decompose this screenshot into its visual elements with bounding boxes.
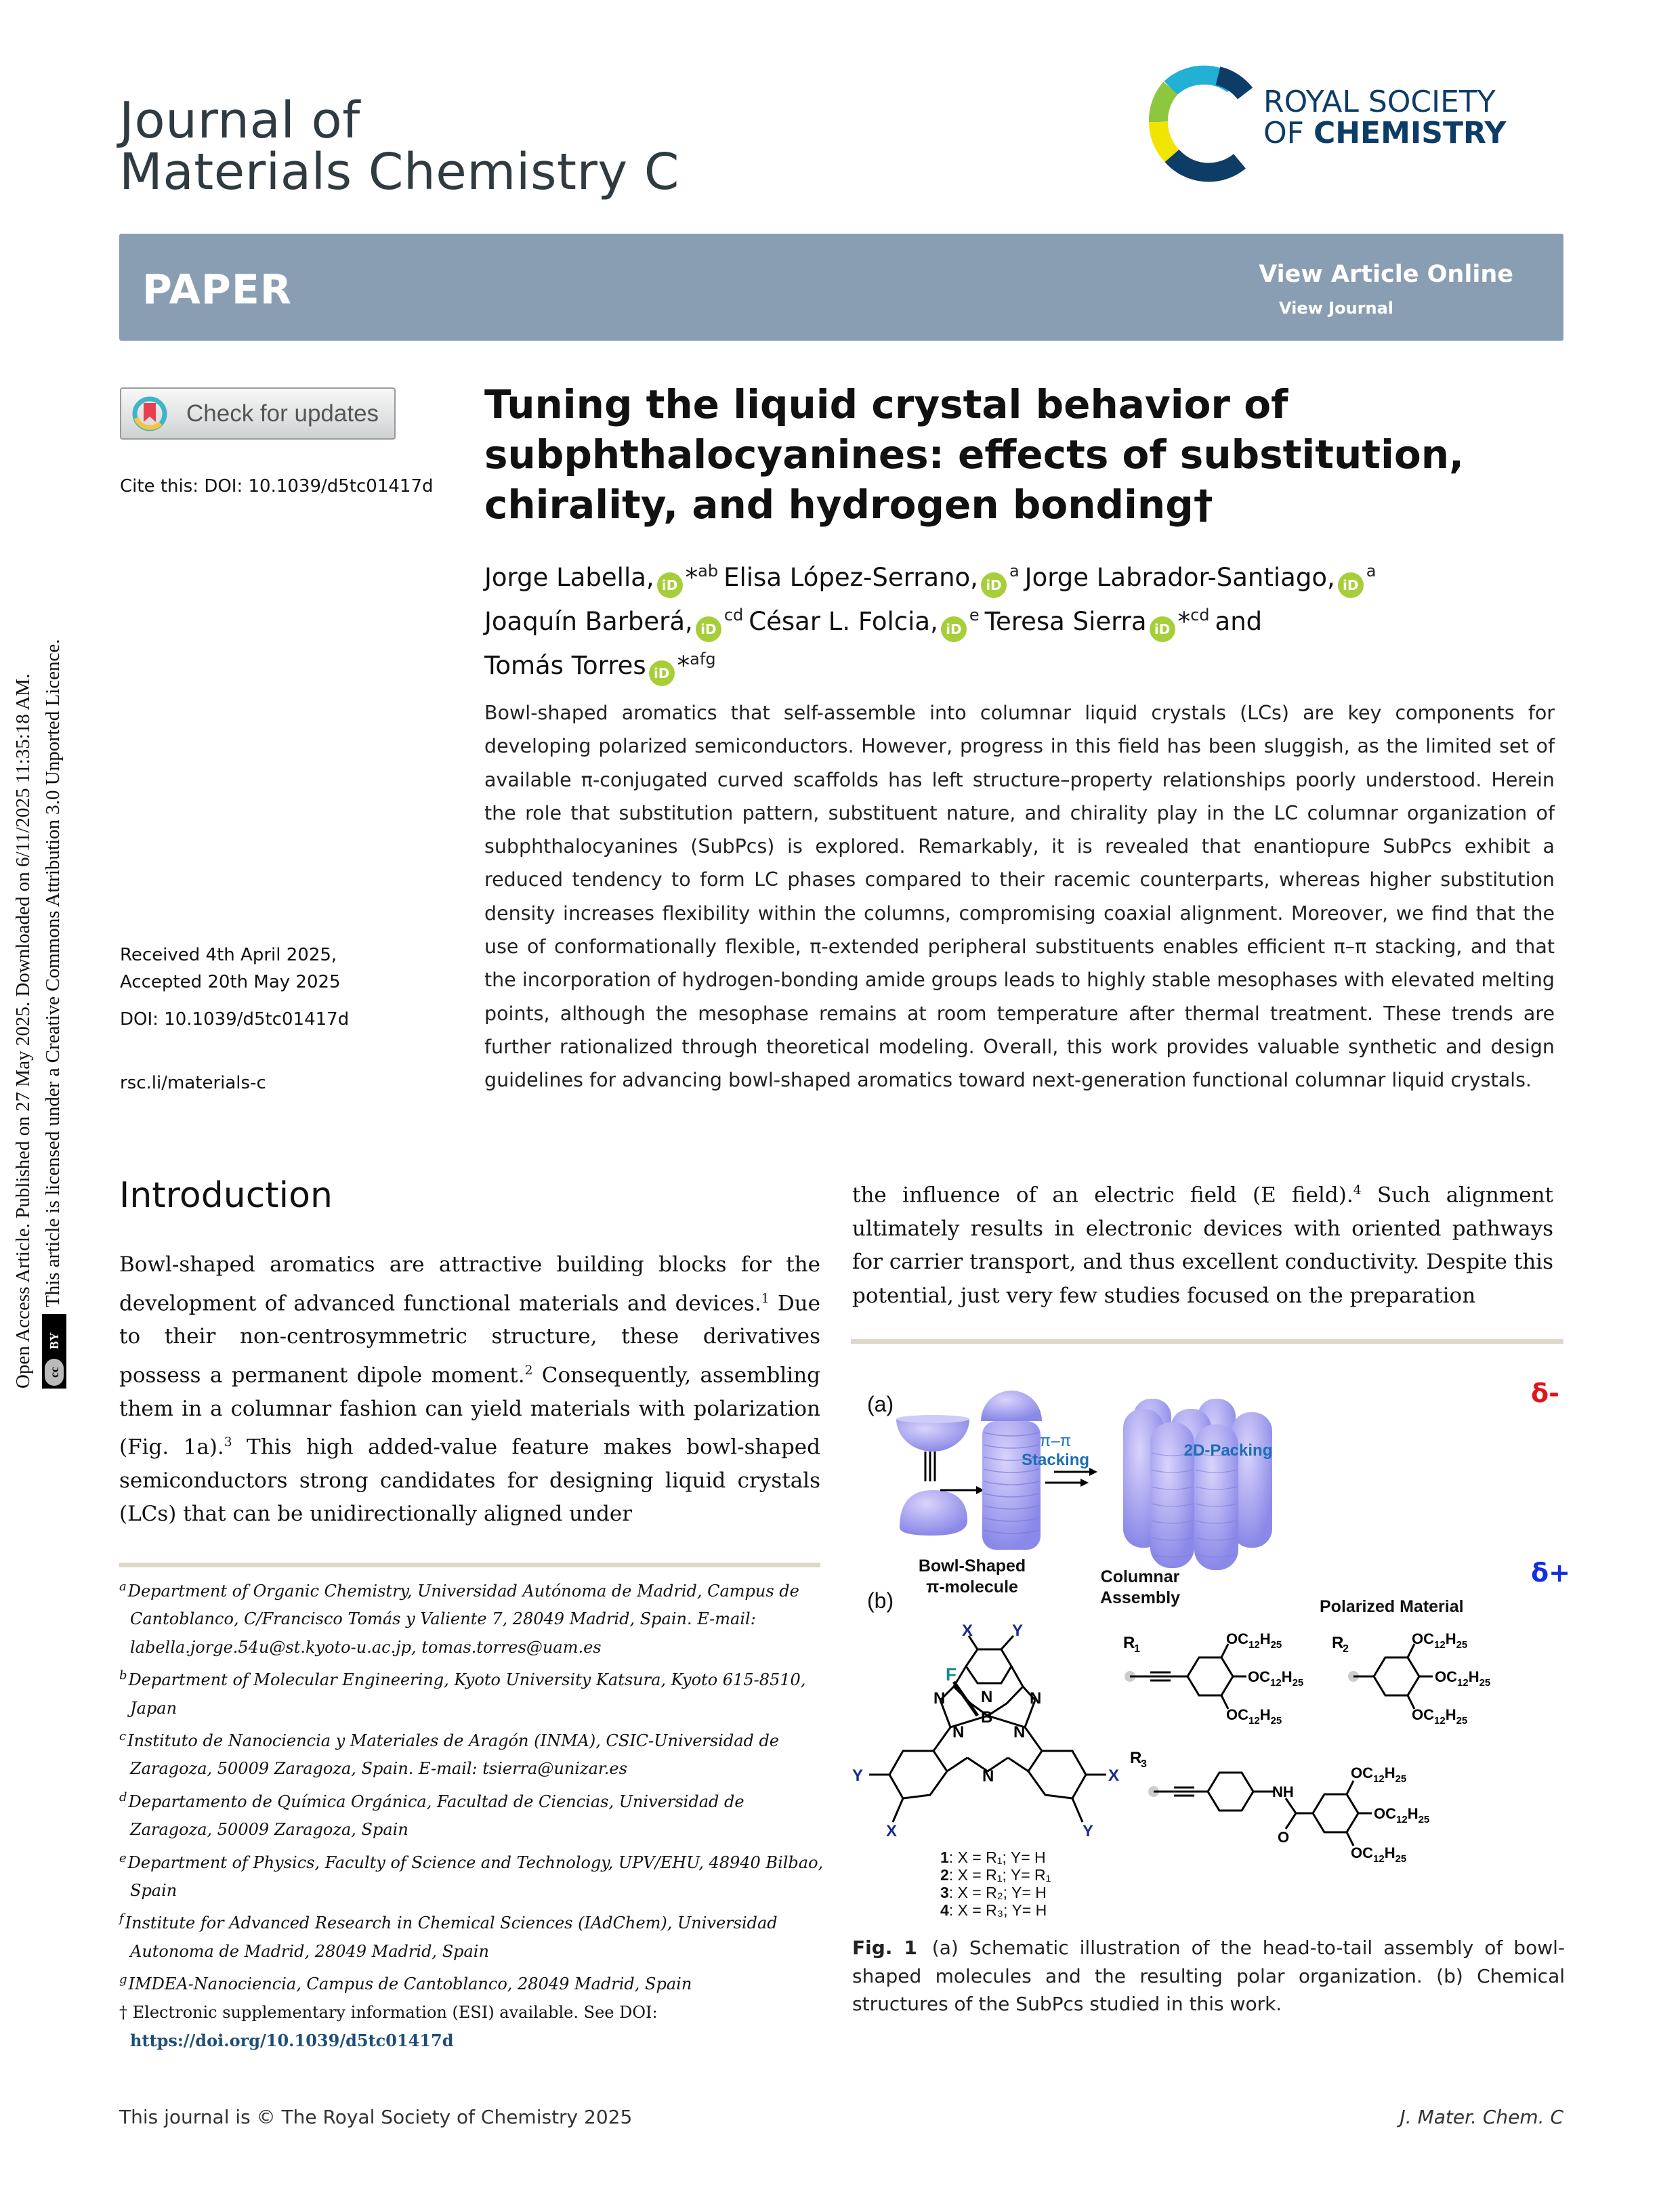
svg-text:N: N: [952, 1723, 965, 1741]
svg-text:NH: NH: [1272, 1783, 1294, 1800]
rsc-c-logo-icon: [1152, 61, 1260, 183]
orcid-icon[interactable]: iD: [649, 660, 675, 686]
citation-ref[interactable]: 2: [524, 1363, 533, 1378]
rsc-logo[interactable]: [1152, 61, 1572, 183]
svg-text:F: F: [946, 1664, 957, 1685]
compound-definition: 4: X = R₃; Y= H: [940, 1901, 1047, 1919]
affiliation-c: $^c$Instituto de Nanociencia y Materiales de Aragón (INMA), CSIC-Universidad de Zaragoza, 50009 Zaragoza, Spain. E-mail: tsierra@unizar.es: [119, 1729, 780, 1779]
svg-text:O: O: [1278, 1829, 1290, 1846]
author-name: Joaquín Barberá,: [484, 607, 693, 636]
svg-text:N: N: [1013, 1723, 1026, 1741]
compound-definition: 1: X = R₁; Y= H: [940, 1848, 1046, 1866]
cite-this: Cite this: DOI: 10.1039/d5tc01417d: [120, 476, 434, 496]
journal-abbreviation-footer: J. Mater. Chem. C: [1400, 2106, 1563, 2128]
article-title: Tuning the liquid crystal behavior of subphthalocyanines: effects of substitution, chirality, and hydrogen bonding†: [484, 381, 1465, 528]
figure-divider: [851, 1339, 1563, 1344]
affiliation-superscript: cd: [1190, 606, 1210, 625]
svg-text:Y: Y: [852, 1767, 864, 1785]
corresponding-author-mark: *: [685, 563, 698, 592]
orcid-icon[interactable]: iD: [1338, 572, 1364, 598]
svg-text:OC12H25: $OC_{12}H_{25}$: [1248, 1668, 1304, 1689]
svg-text:OC12H25: $OC_{12}H_{25}$: [1351, 1764, 1407, 1785]
orcid-icon[interactable]: iD: [696, 616, 721, 642]
esi-note: † Electronic supplementary information (ESI) available. See DOI: https://doi.org/10.1039/d5tc01417d: [119, 2002, 658, 2051]
footnote-divider: [119, 1563, 820, 1567]
author-name: Jorge Labrador-Santiago,: [1024, 563, 1335, 592]
compound-list: [940, 1848, 1051, 1919]
svg-text:OC12H25: $OC_{12}H_{25}$: [1412, 1630, 1468, 1651]
columnar-assembly-label: Columnar Assembly: [1099, 1567, 1181, 1607]
abstract: Bowl-shaped aromatics that self-assemble into columnar liquid crystals (LCs) are key components for developing polarized semiconductors. However, progress in this field has been sluggish, as the limited set of available π-conjugated curved scaffolds has left structure–property relationships poorly understood. Herein the role that substitution pattern, substituent nature, and chirality play in the LC columnar organization of subphthalocyanines (SubPcs) is explored. Remarkably, it is revealed that enantiopure SubPcs exhibit a reduced tendency to form LC phases compared to their racemic counterparts, whereas higher substitution density increases flexibility within the columns, compromising coaxial alignment. Moreover, we find that the use of conformationally flexible, π-extended peripheral substituents enables efficient π–π stacking, and that the incorporation of hydrogen-bonding amide groups leads to highly stable mesophases with elevated melting points, although the mesophase remains at room temperature after thermal treatment. These trends are further rationalized through theoretical modeling. Overall, this work provides valuable synthetic and design guidelines for advancing bowl-shaped aromatics toward next-generation functional columnar liquid crystals.: [484, 702, 1555, 1092]
compound-definition: 3: X = R₂; Y= H: [940, 1884, 1047, 1901]
esi-doi-link[interactable]: https://doi.org/10.1039/d5tc01417d: [130, 2031, 454, 2051]
license-sidebar: [8, 400, 69, 1389]
svg-text:B: B: [981, 1708, 993, 1727]
svg-text:OC12H25: $OC_{12}H_{25}$: [1226, 1706, 1282, 1727]
citation-ref[interactable]: 1: [761, 1291, 770, 1306]
svg-text:N: N: [933, 1689, 946, 1708]
delta-plus-label: δ+: [1531, 1558, 1570, 1588]
crossmark-icon: [131, 395, 169, 433]
orcid-icon[interactable]: iD: [941, 616, 967, 642]
author-list: Jorge Labella, iD *$^{ab}$ Elisa López-Serrano, iD$^a$ Jorge Labrador-Santiago, iD$^a$ Joaquín Barberá, iD$^{cd}$ César L. Folcia, iD$^e$ Teresa Sierra iD *$^{cd}$ and Tomás Torres iD *$^{afg}$: [484, 554, 1541, 686]
compound-definition: 2: X = R₁; Y= R₁: [940, 1866, 1051, 1884]
alkoxy-chain-labels: [1226, 1630, 1490, 1865]
affiliation-footnotes: [119, 1573, 824, 2056]
author-name: César L. Folcia,: [749, 607, 938, 636]
copyright-footer: This journal is © The Royal Society of Chemistry 2025: [119, 2106, 633, 2128]
publication-note: Open Access Article. Published on 27 May 2025. Downloaded on 6/11/2025 11:35:18 AM.: [12, 673, 34, 1389]
orcid-icon[interactable]: iD: [657, 572, 683, 598]
svg-text:2: 2: [1343, 1643, 1349, 1655]
figure-caption: Fig. 1 (a) Schematic illustration of the head-to-tail assembly of bowl-shaped molecules and the resulting polar organization. (b) Chemical structures of the SubPcs studied in this work.: [852, 1937, 1565, 2015]
x-label: X: [962, 1622, 973, 1640]
svg-text:R: R: [1123, 1634, 1135, 1652]
svg-text:N: N: [1030, 1689, 1042, 1708]
corresponding-author-mark: *: [1177, 607, 1191, 636]
svg-text:Y: Y: [1083, 1822, 1094, 1840]
view-journal-link[interactable]: View Journal: [1279, 299, 1394, 318]
svg-text:Y: Y: [1012, 1622, 1024, 1640]
journal-title: Journal of Materials Chemistry C: [119, 91, 679, 201]
author-name: Tomás Torres: [484, 651, 646, 680]
svg-text:R: R: [1130, 1749, 1142, 1767]
svg-text:OC12H25: $OC_{12}H_{25}$: [1374, 1805, 1430, 1825]
svg-text:OC12H25: $OC_{12}H_{25}$: [1226, 1630, 1282, 1651]
panel-b-label: (b): [867, 1588, 894, 1613]
orcid-icon[interactable]: iD: [1150, 616, 1175, 642]
svg-text:N: N: [981, 1688, 993, 1706]
affiliation-superscript: e: [969, 606, 980, 625]
view-article-online-link[interactable]: View Article Online: [1259, 261, 1513, 288]
affiliation-superscript: a: [1366, 562, 1377, 580]
intro-paragraph-col1: Bowl-shaped aromatics are attractive building blocks for the development of advanced functional materials and devices.$^1$ Due to their non-centrosymmetric structure, these derivatives possess a permanent dipole moment.$^2$ Consequently, assembling them in a columnar fashion can yield materials with polarization (Fig. 1a).$^3$ This high added-value feature makes bowl-shaped semiconductors strong candidates for designing liquid crystals (LCs) that can be unidirectionally aligned under: [119, 1252, 820, 1527]
svg-text:X: X: [886, 1822, 898, 1840]
affiliation-superscript: cd: [723, 606, 744, 625]
article-type-banner: [119, 234, 1563, 341]
cc-by-badge-icon[interactable]: cc BY: [42, 1314, 66, 1389]
polarized-material-label: Polarized Material: [1320, 1597, 1464, 1616]
affiliation-a: $^a$Department of Organic Chemistry, Universidad Autónoma de Madrid, Campus de Cantoblanco, C/Francisco Tomás y Valiente 7, 28049 Madrid, Spain. E-mail: labella.jorge.54u@st.kyoto-u.ac.jp, tomas.torres@uam.es: [119, 1580, 799, 1657]
stacking-label: Stacking: [1021, 1451, 1090, 1469]
svg-text:3: 3: [1141, 1758, 1147, 1770]
2d-packing-label: 2D-Packing: [1183, 1441, 1273, 1460]
check-for-updates-button[interactable]: Check for updates: [120, 387, 396, 440]
stacking-pi-label: π–π: [1039, 1432, 1072, 1450]
citation-ref[interactable]: 3: [224, 1435, 232, 1450]
license-note: cc BY This article is licensed under a Creative Commons Attribution 3.0 Unported Licence.: [38, 400, 68, 1389]
section-heading-introduction: Introduction: [119, 1175, 333, 1216]
svg-text:1: 1: [1134, 1643, 1140, 1655]
affiliation-f: $^f$Institute for Advanced Research in Chemical Sciences (IAdChem), Universidad Autonoma de Madrid, 28049 Madrid, Spain: [119, 1911, 778, 1961]
affiliation-superscript: ab: [698, 562, 719, 580]
affiliation-e: $^e$Department of Physics, Faculty of Science and Technology, UPV/EHU, 48940 Bilbao, Spain: [119, 1850, 824, 1901]
svg-text:R: R: [1332, 1634, 1344, 1652]
affiliation-b: $^b$Department of Molecular Engineering, Kyoto University Katsura, Kyoto 615-8510, Japan: [119, 1668, 806, 1718]
citation-ref[interactable]: 4: [1353, 1183, 1362, 1198]
svg-text:OC12H25: $OC_{12}H_{25}$: [1351, 1844, 1407, 1865]
panel-a-label: (a): [867, 1392, 894, 1416]
author-name: Jorge Labella,: [484, 563, 654, 592]
intro-paragraph-col2: the influence of an electric field (E field).$^4$ Such alignment ultimately results in electronic devices with oriented pathways for carrier transport, and thus excellent conductivity. Despite this potential, just very few studies focused on the preparation: [852, 1183, 1553, 1308]
svg-text:OC12H25: $OC_{12}H_{25}$: [1412, 1706, 1468, 1727]
corresponding-author-mark: *: [677, 651, 690, 680]
svg-text:X: X: [1108, 1767, 1120, 1785]
svg-text:OC12H25: $OC_{12}H_{25}$: [1435, 1668, 1491, 1689]
affiliation-d: $^d$Departamento de Química Orgánica, Facultad de Ciencias, Universidad de Zaragoza, 50009 Zaragoza, Spain: [119, 1790, 744, 1840]
journal-short-link[interactable]: rsc.li/materials-c: [120, 1073, 266, 1093]
svg-text:N: N: [982, 1767, 994, 1785]
bowl-label: Bowl-Shaped π-molecule: [918, 1557, 1026, 1596]
affiliation-superscript: afg: [690, 650, 716, 669]
received-accepted-dates: Received 4th April 2025, Accepted 20th May 2025: [120, 945, 341, 992]
delta-minus-label: δ-: [1531, 1378, 1559, 1408]
author-name: Elisa López-Serrano,: [723, 563, 978, 592]
article-doi: DOI: 10.1039/d5tc01417d: [120, 1009, 350, 1030]
orcid-icon[interactable]: iD: [981, 572, 1007, 598]
publisher-name: ROYAL SOCIETY OF CHEMISTRY: [1263, 85, 1507, 150]
affiliation-superscript: a: [1009, 562, 1020, 580]
figure-1: [852, 1351, 1570, 1920]
affiliation-g: $^g$IMDEA-Nanociencia, Campus de Cantoblanco, 28049 Madrid, Spain: [119, 1972, 692, 1994]
article-type: PAPER: [142, 266, 293, 314]
author-name: Teresa Sierra: [984, 607, 1147, 636]
